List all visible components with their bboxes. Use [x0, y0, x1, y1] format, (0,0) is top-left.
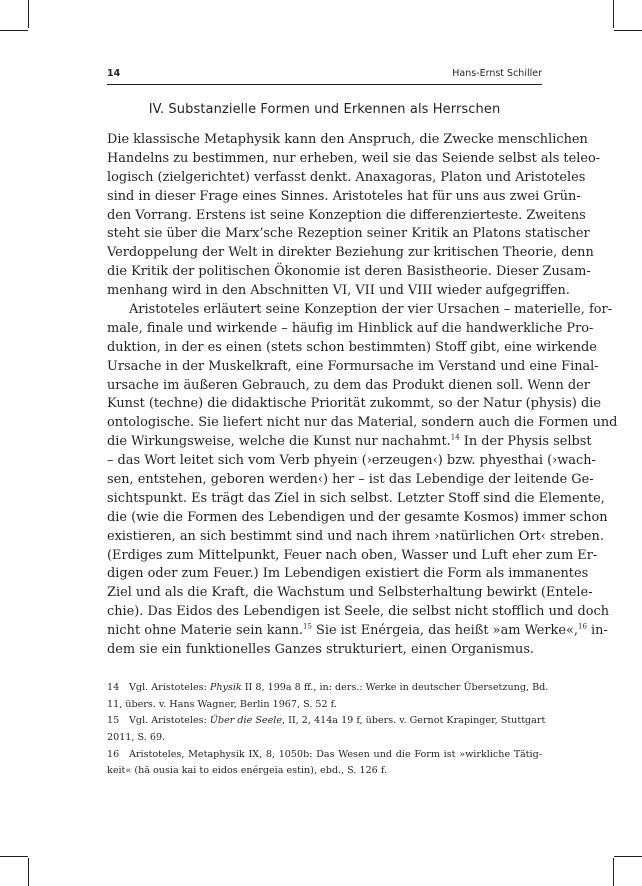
text-line: Handelns zu bestimmen, nur erheben, weil sie das Seiende selbst als teleo-	[107, 150, 601, 166]
text-line: steht sie über die Marx’sche Rezeption seiner Kritik an Platons statischer	[107, 226, 590, 242]
text-line: sichtspunkt. Es trägt das Ziel in sich selbst. Letzter Stoff sind die Elemente,	[107, 490, 605, 506]
text-line: male, finale und wirkende – häufig im Hinblick auf die handwerkliche Pro-	[107, 320, 594, 336]
text-line: sind in dieser Frage eines Sinnes. Aristoteles hat für uns aus zwei Grün-	[107, 188, 581, 204]
text-line: ontologische. Sie liefert nicht nur das Material, sondern auch die Formen und	[107, 415, 618, 431]
crop-mark	[614, 30, 642, 31]
section-title: IV. Substanzielle Formen und Erkennen als Herrschen	[148, 102, 501, 117]
crop-mark	[614, 856, 642, 857]
footnote-text: Aristoteles, Metaphysik IX, 8, 1050b: Das Wesen und die Form ist »wirkliche Tätig-	[129, 748, 542, 760]
footnote-number: 15	[107, 715, 120, 727]
crop-mark	[28, 0, 29, 28]
crop-mark	[613, 0, 614, 28]
footnote-line: keit« (hä ousia kai to eidos enérgeia estin), ebd., S. 126 f.	[107, 765, 388, 777]
text-line: Die klassische Metaphysik kann den Anspruch, die Zwecke menschlichen	[107, 132, 588, 147]
text-line: logisch (zielgerichtet) verfasst denkt. Anaxagoras, Platon und Aristoteles	[107, 169, 586, 185]
text-line: Verdoppelung der Welt in direkter Beziehung zur kritischen Theorie, denn	[107, 245, 594, 261]
text-line: Ziel und als die Kraft, die Wachstum und Selbsterhaltung bewirkt (Entele-	[107, 585, 593, 601]
text-fragment: die Wirkungsweise, welche die Kunst nur nachahmt.	[107, 434, 451, 450]
footnotes	[107, 680, 549, 780]
footnote-line: 11, übers. v. Hans Wagner, Berlin 1967, S. 52 f.	[107, 698, 337, 710]
header-rule	[107, 84, 542, 85]
footnote-14	[107, 680, 549, 697]
crop-mark	[613, 858, 614, 886]
crop-mark	[0, 30, 28, 31]
text-line: den Vorrang. Erstens ist seine Konzeption die differenzierteste. Zweitens	[107, 207, 586, 223]
footnote-ref-15[interactable]: 15	[302, 622, 312, 631]
text-line: Ursache in der Muskelkraft, eine Formursache im Verstand und eine Final-	[107, 358, 599, 374]
footnote-text: Vgl. Aristoteles:	[129, 682, 210, 693]
text-line	[107, 622, 608, 641]
footnote-title: Physik	[209, 682, 242, 693]
text-fragment: Sie ist Enérgeia, das heißt »am Werke«,	[311, 623, 578, 639]
body-text	[107, 131, 618, 660]
text-line: die (wie die Formen des Lebendigen und der gesamte Kosmos) immer schon	[107, 509, 608, 525]
text-line: Kunst (techne) die didaktische Priorität zukommt, so der Natur (physis) die	[107, 396, 601, 412]
text-line: sen, entstehen, geboren werden‹) her – ist das Lebendige der leitende Ge-	[107, 472, 594, 488]
text-line: Aristoteles erläutert seine Konzeption der vier Ursachen – materielle, for-	[129, 302, 613, 318]
footnote-number: 16	[107, 748, 120, 760]
crop-mark	[28, 858, 29, 886]
running-header-author: Hans-Ernst Schiller	[452, 68, 542, 79]
text-line: menhang wird in den Abschnitten VI, VII und VIII wieder aufgegriffen.	[107, 283, 570, 299]
text-line: dem sie ein funktionelles Ganzes strukturiert, einen Organismus.	[107, 642, 535, 658]
footnote-16	[107, 747, 542, 764]
text-fragment: in-	[586, 623, 608, 639]
text-line: ursache im äußeren Gebrauch, zu dem das Produkt dienen soll. Wenn der	[107, 377, 590, 393]
footnote-ref-16[interactable]: 16	[577, 622, 587, 631]
footnote-text: , II, 2, 414a 19 f, übers. v. Gernot Krapinger, Stuttgart	[282, 715, 546, 727]
text-line: existieren, an sich bestimmt sind und nach ihrem ›natürlichen Ort‹ streben.	[107, 528, 604, 544]
footnote-title: Über die Seele	[209, 715, 283, 727]
running-header	[107, 62, 542, 84]
text-fragment: In der Physis selbst	[459, 434, 592, 450]
text-line: digen oder zum Feuer.) Im Lebendigen existiert die Form als immanentes	[107, 566, 589, 582]
footnote-15	[107, 713, 546, 730]
text-line	[107, 433, 592, 452]
footnote-text: II 8, 199a 8 ff., in: ders.: Werke in deutscher Übersetzung, Bd.	[241, 682, 549, 693]
text-line: die Kritik der politischen Ökonomie ist deren Basistheorie. Dieser Zusam-	[107, 264, 591, 280]
text-line: (Erdiges zum Mittelpunkt, Feuer nach oben, Wasser und Luft eher zum Er-	[107, 547, 598, 563]
text-line: duktion, in der es einen (stets schon bestimmten) Stoff gibt, eine wirkende	[107, 339, 597, 355]
footnote-line: 2011, S. 69.	[107, 732, 166, 744]
footnote-text: Vgl. Aristoteles:	[129, 715, 210, 727]
crop-mark	[0, 856, 28, 857]
page-number: 14	[107, 68, 121, 79]
footnote-number: 14	[107, 682, 120, 693]
footnote-ref-14[interactable]: 14	[450, 433, 460, 442]
text-line: – das Wort leitet sich vom Verb phyein (›erzeugen‹) bzw. phyesthai (›wach-	[107, 453, 596, 469]
text-line: chie). Das Eidos des Lebendigen ist Seele, die selbst nicht stofflich und doch	[107, 604, 610, 620]
text-fragment: nicht ohne Materie sein kann.	[107, 623, 303, 639]
